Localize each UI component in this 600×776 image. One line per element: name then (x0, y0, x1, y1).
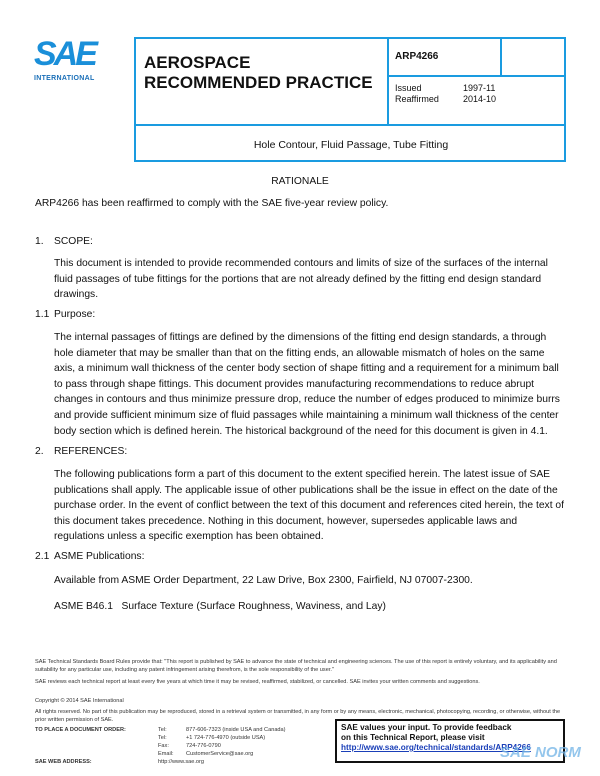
policy-text: SAE Technical Standards Board Rules provide that: "This report is published by SAE to advance the state of technical and engineering sciences. The use of this report is entirely voluntary, and its applicability and suitability for any particular use, including any patent infringement arising therefrom, is the sole responsibility of the user." (35, 659, 557, 673)
issue-dates: Issued 1997-11 Reaffirmed 2014-10 (395, 83, 497, 104)
section-1-1-heading: 1.1 Purpose: (35, 309, 96, 320)
section-1-1-text: The internal passages of fittings are defined by the dimensions of the fitting end design standards, a through hole diameter that may be smaller than that on the fitting ends, an allowable mismatch of holes on the same axis, a minimum wall thickness of the center body section of shape fitting and a requirement for a minimum ball to pass through shape fittings. This document provides manufacturing recommendations to reduce abrupt changes in contours and thus minimize pressure drop, reduce the number of edges produced to minimize burrs and provide sufficient minimum size of fluid passages while maintaining a minimum wall thickness of the center body section which is defined herein. The historical background of the need for this document is given in 4.1. (54, 332, 560, 437)
feedback-link[interactable]: http://www.sae.org/technical/standards/ARP4266 (341, 743, 531, 752)
order-label: TO PLACE A DOCUMENT ORDER: (35, 727, 126, 733)
web-label: SAE WEB ADDRESS: (35, 759, 92, 765)
section-1-heading: 1. SCOPE: (35, 236, 93, 247)
rationale-text: ARP4266 has been reaffirmed to comply with the SAE five-year review policy. (35, 198, 389, 209)
web-address-link[interactable]: http://www.sae.org (158, 759, 205, 765)
order-contacts: Tel: 877-606-7323 (inside USA and Canada) Tel: +1 724-776-4970 (outside USA) Fax: 724-776-0790 Email: CustomerService@sae.org (158, 727, 286, 757)
rights-text: All rights reserved. No part of this publication may be reproduced, stored in a retrieval system or transmitted, in any form or by any means, electronic, mechanical, photocopying, recording, or otherwise, without the prior written permission of SAE. (35, 709, 561, 723)
logo-subtitle: INTERNATIONAL (34, 75, 95, 82)
asme-availability: Available from ASME Order Department, 22 Law Drive, Box 2300, Fairfield, NJ 07007-2300. (54, 575, 473, 586)
watermark-logo: SAE NORM (500, 744, 581, 761)
feedback-box: SAE values your input. To provide feedback on this Technical Report, please visit http://www.sae.org/technical/standards/ARP4266 (335, 719, 565, 763)
rationale-heading: RATIONALE (271, 176, 329, 187)
logo-mark: SAE (34, 35, 95, 73)
copyright: Copyright © 2014 SAE International (35, 698, 124, 704)
section-2-1-heading: 2.1 ASME Publications: (35, 551, 145, 562)
email-link[interactable]: CustomerService@sae.org (186, 751, 254, 757)
section-2-heading: 2. REFERENCES: (35, 446, 128, 457)
section-2-text: The following publications form a part of this document to the extent specified herein. The latest issue of SAE publications shall apply. The applicable issue of other publications shall be the issue in effect on the date of the purchase order. In the event of conflict between the text of this document and references cited herein, the text of this document takes precedence. Nothing in this document, however, supersedes applicable laws and regulations unless a specific exemption has been obtained. (54, 469, 565, 543)
asme-reference: ASME B46.1 Surface Texture (Surface Roughness, Waviness, and Lay) (54, 601, 386, 612)
sae-logo (34, 37, 114, 82)
review-text: SAE reviews each technical report at least every five years at which time it may be revised, reaffirmed, stabilized, or cancelled. SAE invites your written comments and suggestions. (35, 679, 480, 685)
section-1-text: This document is intended to provide recommended contours and limits of size of the surfaces of the internal fluid passages of tube fittings for the portions that are not already defined by the fitting end design standard drawings. (54, 258, 548, 301)
document-type: AEROSPACE RECOMMENDED PRACTICE (144, 53, 373, 92)
document-title: Hole Contour, Fluid Passage, Tube Fitting (253, 139, 449, 151)
doc-number: ARP4266 (395, 51, 439, 62)
document-header-box (134, 37, 566, 162)
